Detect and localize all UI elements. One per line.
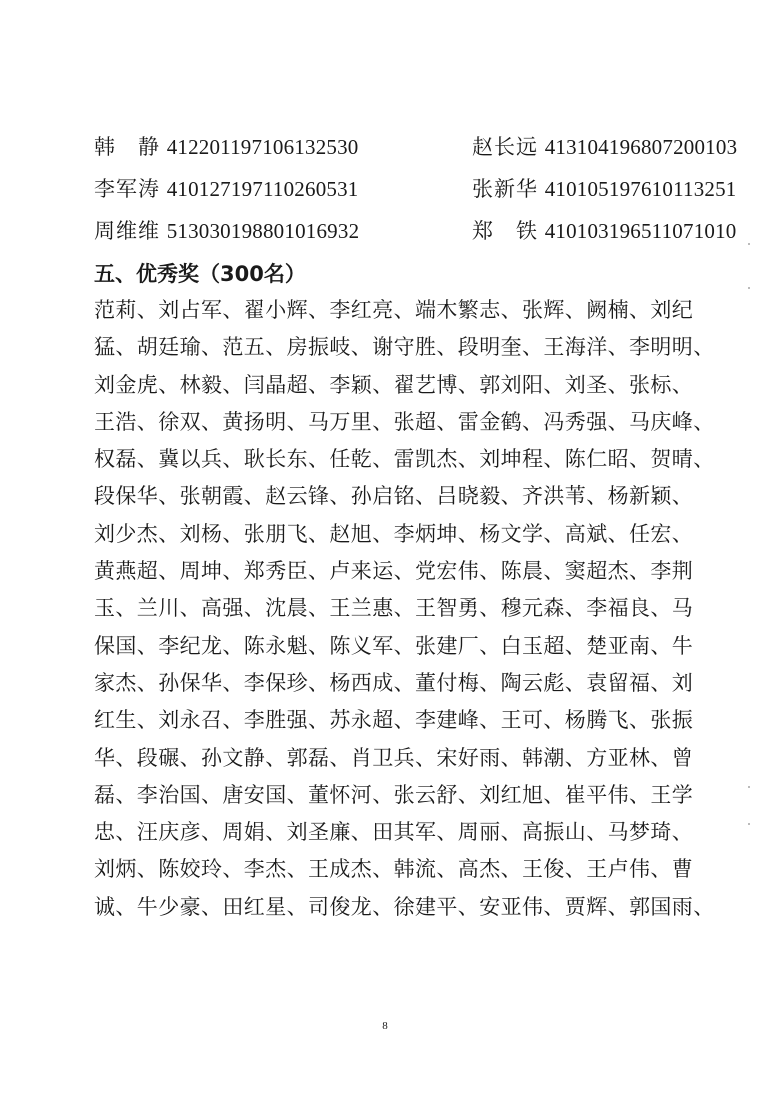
id-number: 412201197106132530 [166, 135, 359, 159]
name-list-line: 保国、李纪龙、陈永魁、陈义军、张建厂、白玉超、楚亚南、牛 [94, 633, 694, 658]
id-row [94, 127, 738, 167]
name-list-line: 家杰、孙保华、李保珍、杨西成、董付梅、陶云彪、袁留福、刘 [94, 670, 694, 695]
id-row-second-entry [472, 211, 737, 251]
name-list-line: 华、段碾、孙文静、郭磊、肖卫兵、宋好雨、韩潮、方亚林、曾 [94, 745, 694, 770]
id-number: 513030198801016932 [166, 219, 360, 243]
name-list-line: 刘金虎、林毅、闫晶超、李颖、翟艺博、郭刘阳、刘圣、张标、 [94, 372, 694, 397]
section-heading: 五、优秀奖（300名） [94, 262, 306, 286]
name-list-line: 玉、兰川、高强、沈晨、王兰惠、王智勇、穆元森、李福良、马 [94, 596, 694, 621]
name-list-line: 黄燕超、周坤、郑秀臣、卢来运、党宏伟、陈晨、窦超杰、李荆 [94, 559, 694, 584]
id-row [94, 169, 737, 209]
id-number: 413104196807200103 [544, 135, 738, 159]
awardee-name-list [94, 292, 715, 926]
id-row-second-entry [472, 169, 737, 209]
awardee-name: 赵长远 [472, 135, 538, 159]
awardee-name: 张新华 [472, 177, 538, 201]
name-list-line: 诚、牛少豪、田红星、司俊龙、徐建平、安亚伟、贾辉、郭国雨、 [94, 894, 715, 919]
scan-artifact [748, 243, 750, 245]
name-list-line: 段保华、张朝霞、赵云锋、孙启铭、吕晓毅、齐洪苇、杨新颖、 [94, 484, 694, 509]
awardee-name: 李军涛 [94, 177, 160, 201]
awardee-name: 郑 铁 [472, 219, 538, 243]
id-number: 410105197610113251 [544, 177, 737, 201]
awardee-name: 韩 静 [94, 135, 160, 159]
awardee-name: 周维维 [94, 219, 160, 243]
scan-artifact [748, 823, 750, 825]
name-list-line: 刘少杰、刘杨、张朋飞、赵旭、李炳坤、杨文学、高斌、任宏、 [94, 521, 694, 546]
id-number: 410127197110260531 [166, 177, 359, 201]
name-list-line: 王浩、徐双、黄扬明、马万里、张超、雷金鹤、冯秀强、马庆峰、 [94, 409, 715, 434]
name-list-line: 刘炳、陈姣玲、李杰、王成杰、韩流、高杰、王俊、王卢伟、曹 [94, 857, 694, 882]
name-list-line: 忠、汪庆彦、周娟、刘圣廉、田其军、周丽、高振山、马梦琦、 [94, 820, 694, 845]
name-list-line: 红生、刘永召、李胜强、苏永超、李建峰、王可、杨腾飞、张振 [94, 708, 694, 733]
scan-artifact [748, 287, 750, 289]
id-row-second-entry [472, 127, 737, 167]
page-number: 8 [382, 1020, 388, 1032]
id-number: 410103196511071010 [544, 219, 737, 243]
id-row [94, 211, 737, 251]
name-list-line: 猛、胡廷瑜、范五、房振岐、谢守胜、段明奎、王海洋、李明明、 [94, 335, 715, 360]
scan-artifact [748, 786, 750, 788]
name-list-line: 范莉、刘占军、翟小辉、李红亮、端木繁志、张辉、阙楠、刘纪 [94, 298, 694, 322]
name-list-line: 权磊、冀以兵、耿长东、任乾、雷凯杰、刘坤程、陈仁昭、贺晴、 [94, 447, 715, 472]
name-list-line: 磊、李治国、唐安国、董怀河、张云舒、刘红旭、崔平伟、王学 [94, 782, 694, 807]
